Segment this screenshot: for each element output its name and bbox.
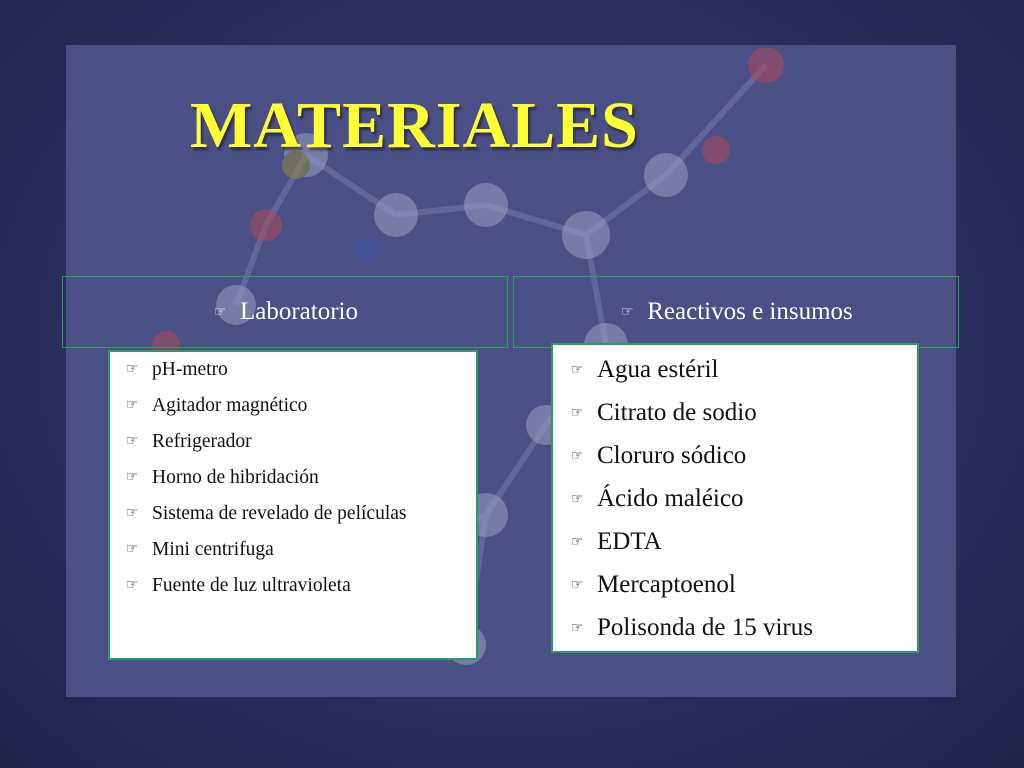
hand-pointer-icon: ☞ xyxy=(570,620,584,636)
list-item: ☞ Refrigerador xyxy=(125,431,252,452)
hand-pointer-icon: ☞ xyxy=(570,405,584,421)
slide-title: MATERIALES xyxy=(190,89,639,162)
list-item: ☞ Ácido maléico xyxy=(570,485,744,512)
list-item: ☞ Mercaptoenol xyxy=(570,571,736,598)
column-header-label: Reactivos e insumos xyxy=(647,298,853,325)
laboratorio-list-box xyxy=(108,350,478,660)
hand-pointer-icon: ☞ xyxy=(620,304,634,320)
column-header-reactivos xyxy=(513,276,959,348)
reactivos-list-box xyxy=(551,343,919,653)
list-item: ☞ Fuente de luz ultravioleta xyxy=(125,575,351,596)
hand-pointer-icon: ☞ xyxy=(125,397,139,413)
column-header-label: Laboratorio xyxy=(239,298,358,325)
hand-pointer-icon: ☞ xyxy=(125,433,139,449)
list-item: ☞ EDTA xyxy=(570,528,662,555)
hand-pointer-icon: ☞ xyxy=(125,505,139,521)
list-item: ☞ Mini centrifuga xyxy=(125,539,274,560)
hand-pointer-icon: ☞ xyxy=(570,491,584,507)
hand-pointer-icon: ☞ xyxy=(570,577,584,593)
list-item: ☞ Polisonda de 15 virus xyxy=(570,614,813,641)
list-item: ☞ Cloruro sódico xyxy=(570,442,747,469)
hand-pointer-icon: ☞ xyxy=(125,541,139,557)
hand-pointer-icon: ☞ xyxy=(125,577,139,593)
list-item: ☞ Sistema de revelado de películas xyxy=(125,503,407,524)
list-item: ☞ Agua estéril xyxy=(570,356,719,383)
list-item: ☞ pH-metro xyxy=(125,359,228,380)
reactivos-list xyxy=(569,355,907,643)
hand-pointer-icon: ☞ xyxy=(125,469,139,485)
list-item: ☞ Agitador magnético xyxy=(125,395,308,416)
list-item: ☞ Citrato de sodio xyxy=(570,399,757,426)
column-header-laboratorio xyxy=(62,276,508,348)
hand-pointer-icon: ☞ xyxy=(570,448,584,464)
hand-pointer-icon: ☞ xyxy=(213,304,227,320)
hand-pointer-icon: ☞ xyxy=(125,361,139,377)
hand-pointer-icon: ☞ xyxy=(570,362,584,378)
list-item: ☞ Horno de hibridación xyxy=(125,467,319,488)
hand-pointer-icon: ☞ xyxy=(570,534,584,550)
laboratorio-list xyxy=(124,358,466,597)
